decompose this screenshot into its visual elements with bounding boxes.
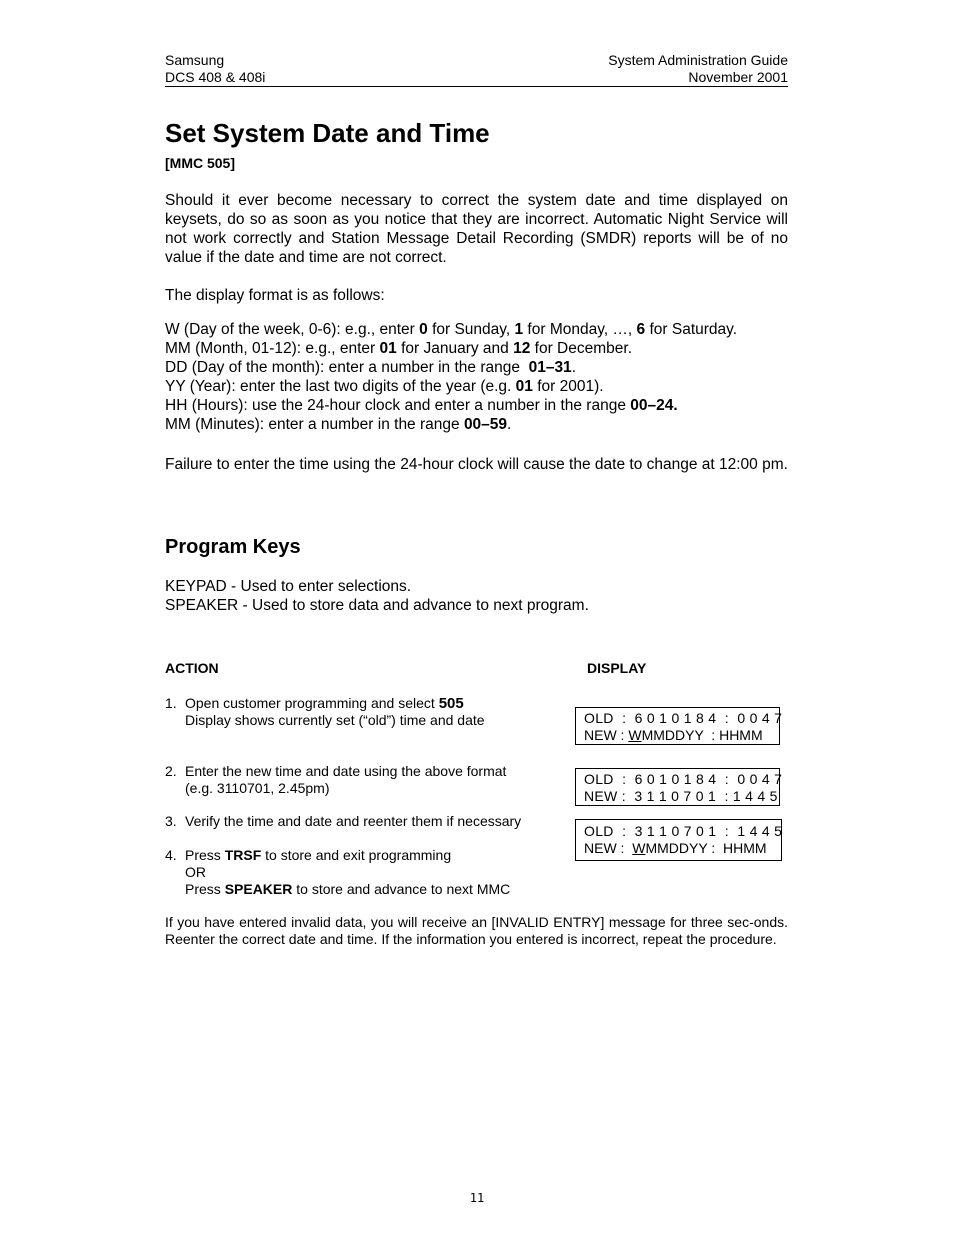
format-list xyxy=(165,320,788,434)
mmc-code: [MMC 505] xyxy=(165,155,236,171)
display-box-3 xyxy=(575,819,782,861)
program-key-keypad: KEYPAD - Used to enter selections. xyxy=(165,578,412,595)
page-header-container xyxy=(165,52,788,87)
display-old-line: OLD : 6 0 1 0 1 8 4 : 0 0 4 7 xyxy=(584,771,783,787)
page-title: Set System Date and Time xyxy=(165,118,490,148)
header-left xyxy=(165,52,265,86)
display-column-header: DISPLAY xyxy=(587,660,647,676)
display-box-1 xyxy=(575,707,783,745)
format-year: YY (Year): enter the last two digits of the year (e.g. 01 for 2001). xyxy=(165,378,604,395)
display-new-line: NEW : 3 1 1 0 7 0 1 : 1 4 4 5 xyxy=(584,788,778,804)
intro-paragraph: Should it ever become necessary to correct the system date and time displayed on keysets, do so as soon as you notice that they are incorrect. Automatic Night Service will not work correctly and Station Message Detail Recording (SMDR) reports will be of no value if the date and time are not correct. xyxy=(165,192,788,266)
header-guide: System Administration Guide xyxy=(608,52,788,68)
format-hours: HH (Hours): use the 24-hour clock and enter a number in the range 00–24. xyxy=(165,397,678,414)
display-box-2 xyxy=(575,768,783,806)
display-old-line: OLD : 3 1 1 0 7 0 1 : 1 4 4 5 xyxy=(584,823,783,839)
header-date: November 2001 xyxy=(688,69,788,85)
failure-paragraph: Failure to enter the time using the 24-hour clock will cause the date to change at 12:00 pm. xyxy=(165,456,788,473)
program-key-speaker: SPEAKER - Used to store data and advance to next program. xyxy=(165,597,589,614)
action-column-header: ACTION xyxy=(165,660,219,676)
page-header xyxy=(165,52,788,87)
header-company: Samsung xyxy=(165,52,225,68)
display-old-line: OLD : 6 0 1 0 1 8 4 : 0 0 4 7 xyxy=(584,710,783,726)
program-keys-heading: Program Keys xyxy=(165,536,301,558)
format-intro: The display format is as follows: xyxy=(165,287,385,304)
header-right xyxy=(608,52,788,86)
program-keys-list xyxy=(165,577,788,615)
display-new-line: NEW : WMMDDYY : HHMM xyxy=(584,840,767,856)
invalid-entry-note: If you have entered invalid data, you will receive an [INVALID ENTRY] message for three sec-onds. Reenter the correct date and time. If the information you entered is incorrect, repeat the procedure. xyxy=(165,914,788,947)
format-day: DD (Day of the month): enter a number in the range 01–31. xyxy=(165,359,576,376)
header-model: DCS 408 & 408i xyxy=(165,69,266,85)
format-month: MM (Month, 01-12): e.g., enter 01 for January and 12 for December. xyxy=(165,340,632,357)
format-day-of-week: W (Day of the week, 0-6): e.g., enter 0 for Sunday, 1 for Monday, …, 6 for Saturday. xyxy=(165,321,738,338)
page-number: 11 xyxy=(469,1191,485,1205)
display-new-line: NEW : WMMDDYY : HHMM xyxy=(584,727,763,743)
format-minutes: MM (Minutes): enter a number in the range 00–59. xyxy=(165,416,512,433)
